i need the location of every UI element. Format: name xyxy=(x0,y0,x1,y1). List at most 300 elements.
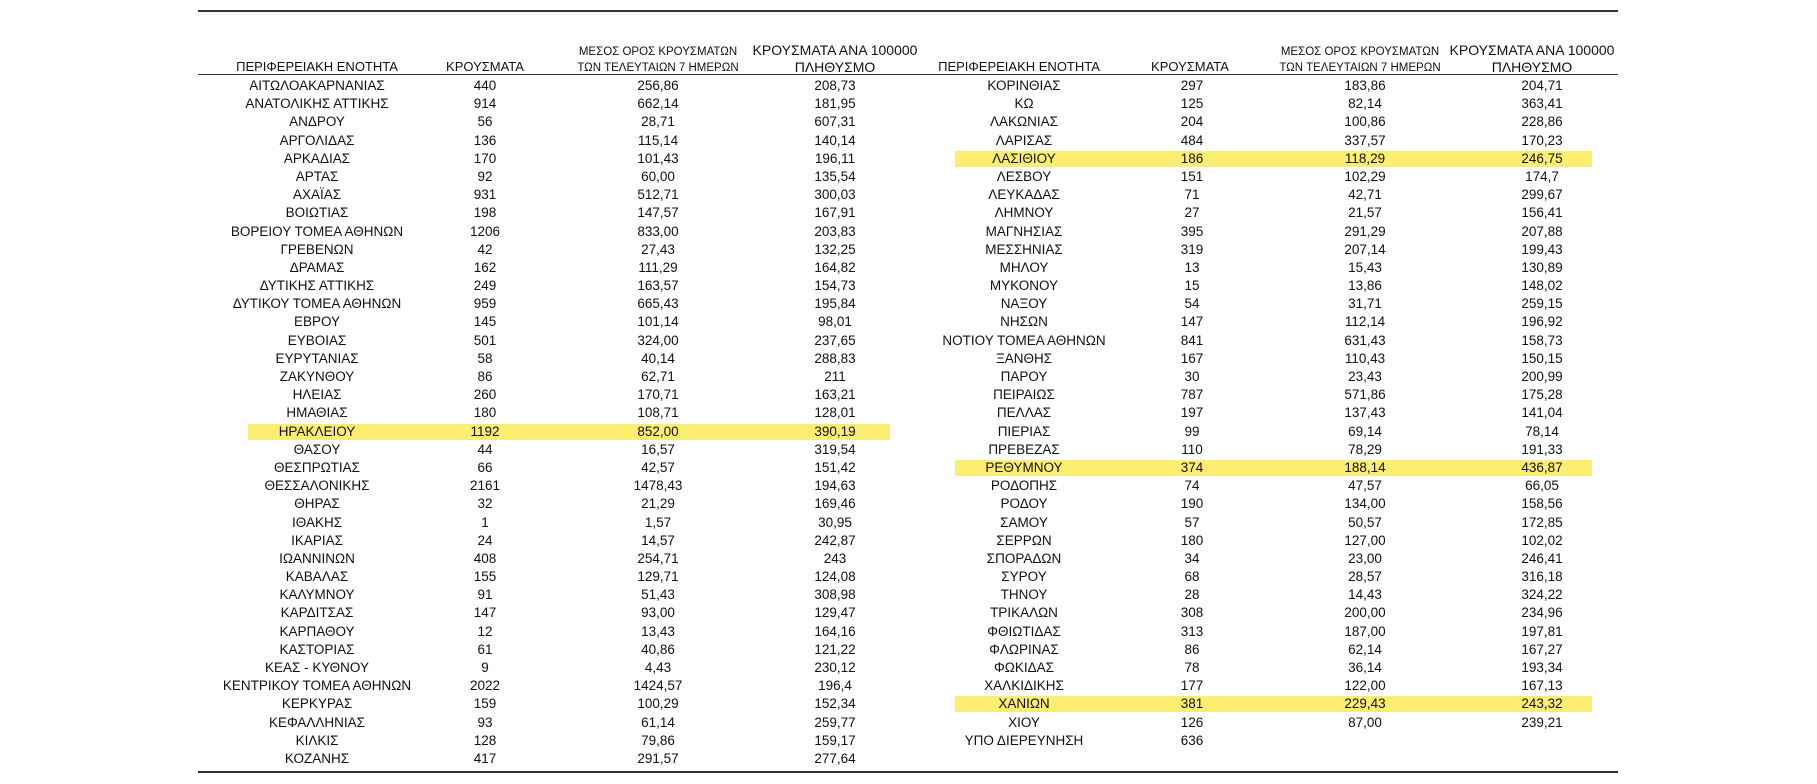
region-cell: ΔΡΑΜΑΣ xyxy=(289,259,345,275)
region-cell: ΚΕΡΚΥΡΑΣ xyxy=(281,696,353,712)
cases-cell: 99 xyxy=(1184,423,1200,439)
region-cell: ΝΑΞΟΥ xyxy=(1000,296,1048,312)
region-cell: ΛΕΣΒΟΥ xyxy=(996,168,1052,184)
cases-cell: 440 xyxy=(473,78,497,93)
per100k-cell: 246,41 xyxy=(1521,550,1563,566)
table-row xyxy=(198,223,898,241)
avg-cell: 21,57 xyxy=(1348,205,1382,221)
cases-cell: 167 xyxy=(1180,350,1204,366)
table-row xyxy=(905,659,1605,677)
cases-cell: 319 xyxy=(1180,241,1204,257)
avg-cell: 82,14 xyxy=(1348,96,1382,112)
per100k-cell: 98,01 xyxy=(818,314,852,330)
region-cell: ΜΕΣΣΗΝΙΑΣ xyxy=(985,241,1063,257)
cases-cell: 57 xyxy=(1184,514,1200,530)
per100k-cell: 211 xyxy=(824,369,846,384)
per100k-cell: 140,14 xyxy=(814,132,856,148)
region-cell: ΝΗΣΩΝ xyxy=(1000,314,1048,330)
region-cell: ΙΚΑΡΙΑΣ xyxy=(291,532,343,548)
table-row xyxy=(905,604,1605,622)
table-row xyxy=(198,150,898,168)
region-cell: ΕΥΡΥΤΑΝΙΑΣ xyxy=(275,350,359,366)
avg-cell: 23,43 xyxy=(1348,369,1382,384)
region-cell: ΚΑΡΠΑΘΟΥ xyxy=(279,623,355,639)
per100k-cell: 277,64 xyxy=(814,750,856,766)
per100k-cell: 230,12 xyxy=(814,660,856,675)
avg-cell: 137,43 xyxy=(1344,405,1386,421)
region-cell: ΚΑΣΤΟΡΙΑΣ xyxy=(279,641,355,657)
table-row xyxy=(198,404,898,422)
cases-cell: 959 xyxy=(473,296,497,312)
table-row xyxy=(198,623,898,641)
per100k-cell: 436,87 xyxy=(1521,459,1563,475)
region-cell: ΦΩΚΙΔΑΣ xyxy=(994,660,1054,675)
table-row xyxy=(905,677,1605,695)
table-row xyxy=(905,204,1605,222)
per100k-cell: 363,41 xyxy=(1521,96,1563,112)
cases-cell: 381 xyxy=(1180,696,1204,712)
per100k-cell: 234,96 xyxy=(1521,605,1563,621)
per100k-cell: 167,13 xyxy=(1521,678,1563,694)
region-cell: ΒΟΙΩΤΙΑΣ xyxy=(285,205,349,221)
avg-cell: 833,00 xyxy=(637,223,679,239)
avg-cell: 852,00 xyxy=(637,423,679,439)
avg-cell: 665,43 xyxy=(637,296,679,312)
per100k-cell: 197,81 xyxy=(1521,623,1563,639)
avg-cell: 254,71 xyxy=(637,550,679,566)
table-row xyxy=(198,350,898,368)
cases-cell: 313 xyxy=(1180,623,1204,639)
table-row xyxy=(905,368,1605,386)
table-row xyxy=(198,441,898,459)
region-cell: ΧΑΝΙΩΝ xyxy=(998,696,1050,712)
region-cell: ΥΠΟ ΔΙΕΡΕΥΝΗΣΗ xyxy=(964,732,1084,748)
per100k-cell: 78,14 xyxy=(1525,423,1559,439)
per100k-cell: 159,17 xyxy=(814,732,856,748)
cases-cell: 2022 xyxy=(469,678,501,694)
table-row xyxy=(198,204,898,222)
avg-cell: 42,71 xyxy=(1348,187,1382,203)
cases-cell: 417 xyxy=(473,750,497,766)
cases-cell: 74 xyxy=(1184,478,1200,494)
region-cell: ΡΟΔΟΥ xyxy=(1000,496,1048,512)
table-row xyxy=(905,95,1605,113)
table-row xyxy=(198,714,898,732)
avg-cell: 229,43 xyxy=(1344,696,1386,712)
per100k-cell: 150,15 xyxy=(1521,350,1563,366)
region-cell: ΔΥΤΙΚΟΥ ΤΟΜΕΑ ΑΘΗΝΩΝ xyxy=(232,296,402,312)
per100k-cell: 154,73 xyxy=(814,278,856,294)
avg-cell: 100,86 xyxy=(1344,114,1386,130)
per100k-cell: 158,73 xyxy=(1521,332,1563,348)
cases-cell: 297 xyxy=(1180,78,1204,93)
per100k-cell: 172,85 xyxy=(1521,514,1563,530)
cases-cell: 71 xyxy=(1184,187,1200,203)
region-cell: ΘΑΣΟΥ xyxy=(293,441,341,457)
table-row xyxy=(198,259,898,277)
avg-cell: 13,86 xyxy=(1348,278,1382,294)
region-cell: ΗΜΑΘΙΑΣ xyxy=(286,405,348,421)
per100k-cell: 259,77 xyxy=(814,714,856,730)
cases-cell: 30 xyxy=(1184,369,1200,384)
table-row xyxy=(198,95,898,113)
per100k-cell: 207,88 xyxy=(1521,223,1563,239)
left-per100k-header-line2: ΠΛΗΘΥΣΜΟ xyxy=(794,59,876,75)
table-row xyxy=(905,223,1605,241)
table-row xyxy=(198,677,898,695)
per100k-cell: 167,27 xyxy=(1521,641,1563,657)
cases-cell: 249 xyxy=(473,278,497,294)
table-row xyxy=(198,641,898,659)
cases-cell: 374 xyxy=(1180,459,1204,475)
avg-cell: 512,71 xyxy=(637,187,679,203)
avg-cell: 118,29 xyxy=(1344,150,1386,166)
region-cell: ΚΩ xyxy=(1014,96,1034,112)
avg-cell: 147,57 xyxy=(637,205,679,221)
table-row xyxy=(198,459,898,477)
per100k-cell: 135,54 xyxy=(814,168,856,184)
per100k-cell: 196,92 xyxy=(1521,314,1563,330)
table-row xyxy=(905,586,1605,604)
region-cell: ΦΘΙΩΤΙΔΑΣ xyxy=(987,623,1061,639)
per100k-cell: 194,63 xyxy=(814,478,856,494)
table-row xyxy=(198,586,898,604)
avg-cell: 62,71 xyxy=(641,369,675,384)
region-cell: ΣΑΜΟΥ xyxy=(1000,514,1048,530)
per100k-cell: 193,34 xyxy=(1521,660,1563,675)
avg-cell: 183,86 xyxy=(1344,78,1386,93)
avg-cell: 129,71 xyxy=(637,569,679,585)
per100k-cell: 259,15 xyxy=(1521,296,1563,312)
region-cell: ΕΒΡΟΥ xyxy=(293,314,341,330)
cases-cell: 190 xyxy=(1180,496,1204,512)
avg-cell: 78,29 xyxy=(1348,441,1382,457)
region-cell: ΚΕΑΣ - ΚΥΘΝΟΥ xyxy=(265,660,369,675)
cases-cell: 91 xyxy=(477,587,493,603)
cases-cell: 931 xyxy=(473,187,497,203)
region-cell: ΑΡΚΑΔΙΑΣ xyxy=(283,150,351,166)
table-row xyxy=(198,750,898,768)
table-row xyxy=(198,186,898,204)
top-rule xyxy=(198,10,1618,12)
region-cell: ΣΥΡΟΥ xyxy=(1001,569,1047,585)
per100k-cell: 316,18 xyxy=(1521,569,1563,585)
table-row xyxy=(905,568,1605,586)
region-cell: ΑΝΑΤΟΛΙΚΗΣ ΑΤΤΙΚΗΣ xyxy=(245,96,389,112)
avg-cell: 631,43 xyxy=(1344,332,1386,348)
table-row xyxy=(198,386,898,404)
per100k-cell: 203,83 xyxy=(814,223,856,239)
cases-cell: 308 xyxy=(1180,605,1204,621)
table-row xyxy=(905,150,1605,168)
avg-cell: 16,57 xyxy=(641,441,675,457)
table-row xyxy=(905,313,1605,331)
region-cell: ΚΑΛΥΜΝΟΥ xyxy=(279,587,355,603)
table-row xyxy=(198,168,898,186)
cases-cell: 110 xyxy=(1181,441,1203,457)
region-cell: ΓΡΕΒΕΝΩΝ xyxy=(280,241,354,257)
avg-cell: 187,00 xyxy=(1344,623,1386,639)
table-row xyxy=(905,259,1605,277)
region-cell: ΘΗΡΑΣ xyxy=(294,496,340,512)
region-cell: ΚΕΝΤΡΙΚΟΥ ΤΟΜΕΑ ΑΘΗΝΩΝ xyxy=(222,678,412,694)
cases-cell: 170 xyxy=(473,150,497,166)
region-cell: ΡΕΘΥΜΝΟΥ xyxy=(985,459,1063,475)
table-row xyxy=(198,695,898,713)
avg-cell: 1,57 xyxy=(644,514,672,530)
avg-cell: 188,14 xyxy=(1344,459,1386,475)
cases-cell: 198 xyxy=(473,205,497,221)
table-row xyxy=(905,695,1605,713)
cases-cell: 484 xyxy=(1180,132,1204,148)
left-table xyxy=(198,77,898,768)
per100k-cell: 132,25 xyxy=(814,241,856,257)
table-row xyxy=(905,441,1605,459)
region-cell: ΧΙΟΥ xyxy=(1008,714,1040,730)
cases-cell: 145 xyxy=(473,314,497,330)
avg-cell: 101,43 xyxy=(637,150,679,166)
table-row xyxy=(905,113,1605,131)
region-cell: ΠΡΕΒΕΖΑΣ xyxy=(988,441,1060,457)
cases-cell: 24 xyxy=(477,532,493,548)
table-row xyxy=(198,132,898,150)
avg-cell: 324,00 xyxy=(637,332,679,348)
cases-cell: 636 xyxy=(1180,732,1204,748)
per100k-cell: 181,95 xyxy=(814,96,856,112)
table-row xyxy=(198,732,898,750)
region-cell: ΛΑΣΙΘΙΟΥ xyxy=(992,150,1056,166)
region-cell: ΚΟΖΑΝΗΣ xyxy=(284,750,350,766)
header-rule xyxy=(198,74,1618,75)
right-per100k-header-line1: ΚΡΟΥΣΜΑΤΑ ΑΝΑ 100000 xyxy=(1449,42,1615,58)
avg-cell: 291,57 xyxy=(637,750,679,766)
per100k-cell: 175,28 xyxy=(1521,387,1563,403)
region-cell: ΡΟΔΟΠΗΣ xyxy=(990,478,1058,494)
table-row xyxy=(905,332,1605,350)
table-row xyxy=(198,313,898,331)
cases-cell: 86 xyxy=(1184,641,1200,657)
region-cell: ΦΛΩΡΙΝΑΣ xyxy=(989,641,1059,657)
table-row xyxy=(905,714,1605,732)
region-cell: ΠΑΡΟΥ xyxy=(1000,369,1048,384)
region-cell: ΛΑΚΩΝΙΑΣ xyxy=(990,114,1058,130)
per100k-cell: 319,54 xyxy=(814,441,856,457)
avg-cell: 111,29 xyxy=(638,259,678,275)
region-cell: ΑΡΤΑΣ xyxy=(295,168,339,184)
cases-cell: 408 xyxy=(473,550,497,566)
avg-cell: 108,71 xyxy=(637,405,679,421)
left-avg-header-line2: ΤΩΝ ΤΕΛΕΥΤΑΙΩΝ 7 ΗΜΕΡΩΝ xyxy=(577,62,739,74)
per100k-cell: 169,46 xyxy=(814,496,856,512)
cases-cell: 27 xyxy=(1184,205,1200,221)
region-cell: ΖΑΚΥΝΘΟΥ xyxy=(279,369,355,384)
region-cell: ΘΕΣΠΡΩΤΙΑΣ xyxy=(273,459,361,475)
avg-cell: 27,43 xyxy=(641,241,675,257)
region-cell: ΚΑΡΔΙΤΣΑΣ xyxy=(280,605,354,621)
cases-cell: 147 xyxy=(1180,314,1204,330)
per100k-cell: 170,23 xyxy=(1521,132,1563,148)
per100k-cell: 390,19 xyxy=(814,423,856,439)
avg-cell: 62,14 xyxy=(1348,641,1382,657)
per100k-cell: 195,84 xyxy=(814,296,856,312)
region-cell: ΚΙΛΚΙΣ xyxy=(295,732,339,748)
cases-cell: 1192 xyxy=(470,423,500,439)
per100k-cell: 151,42 xyxy=(814,459,856,475)
cases-cell: 12 xyxy=(477,623,493,639)
per100k-cell: 204,71 xyxy=(1521,78,1563,93)
cases-cell: 128 xyxy=(473,732,497,748)
region-cell: ΙΩΑΝΝΙΝΩΝ xyxy=(279,550,355,566)
region-cell: ΠΕΛΛΑΣ xyxy=(996,405,1052,421)
per100k-cell: 243 xyxy=(823,550,847,566)
avg-cell: 207,14 xyxy=(1344,241,1386,257)
per100k-cell: 128,01 xyxy=(814,405,856,421)
cases-cell: 93 xyxy=(477,714,493,730)
cases-cell: 54 xyxy=(1184,296,1200,312)
avg-cell: 4,43 xyxy=(644,660,672,675)
per100k-cell: 196,11 xyxy=(814,150,856,166)
table-row xyxy=(198,495,898,513)
table-row xyxy=(198,113,898,131)
cases-cell: 841 xyxy=(1180,332,1204,348)
per100k-cell: 308,98 xyxy=(814,587,856,603)
region-cell: ΛΑΡΙΣΑΣ xyxy=(995,132,1053,148)
table-row xyxy=(905,404,1605,422)
cases-cell: 34 xyxy=(1184,550,1200,566)
table-row xyxy=(905,477,1605,495)
avg-cell: 134,00 xyxy=(1344,496,1386,512)
region-cell: ΜΗΛΟΥ xyxy=(999,259,1049,275)
per100k-cell: 299,67 xyxy=(1521,187,1563,203)
avg-cell: 40,14 xyxy=(641,350,675,366)
avg-cell: 200,00 xyxy=(1344,605,1386,621)
cases-cell: 13 xyxy=(1184,259,1200,275)
region-cell: ΘΕΣΣΑΛΟΝΙΚΗΣ xyxy=(264,478,370,494)
right-per100k-header-line2: ΠΛΗΘΥΣΜΟ xyxy=(1491,59,1573,75)
table-row xyxy=(905,459,1605,477)
avg-cell: 337,57 xyxy=(1344,132,1386,148)
region-cell: ΕΥΒΟΙΑΣ xyxy=(287,332,347,348)
per100k-cell: 121,22 xyxy=(814,641,856,657)
per100k-cell: 239,21 xyxy=(1521,714,1563,730)
per100k-cell: 66,05 xyxy=(1525,478,1559,494)
avg-cell: 102,29 xyxy=(1344,168,1386,184)
avg-cell: 110,43 xyxy=(1344,350,1386,366)
avg-cell: 1424,57 xyxy=(633,678,683,694)
per100k-cell: 288,83 xyxy=(814,350,856,366)
cases-cell: 78 xyxy=(1184,660,1200,675)
avg-cell: 23,00 xyxy=(1348,550,1382,566)
per100k-cell: 167,91 xyxy=(814,205,856,221)
table-row xyxy=(905,132,1605,150)
per100k-cell: 174,7 xyxy=(1525,168,1559,184)
avg-cell: 51,43 xyxy=(641,587,675,603)
region-cell: ΚΕΦΑΛΛΗΝΙΑΣ xyxy=(268,714,366,730)
per100k-cell: 163,21 xyxy=(814,387,856,403)
table-row xyxy=(905,350,1605,368)
avg-cell: 79,86 xyxy=(641,732,675,748)
table-row xyxy=(905,623,1605,641)
avg-cell: 112,14 xyxy=(1344,314,1386,330)
region-cell: ΒΟΡΕΙΟΥ ΤΟΜΕΑ ΑΘΗΝΩΝ xyxy=(230,223,404,239)
cases-cell: 56 xyxy=(477,114,493,130)
right-cases-header: ΚΡΟΥΣΜΑΤΑ xyxy=(1151,59,1229,74)
avg-cell: 1478,43 xyxy=(633,478,683,494)
avg-cell: 163,57 xyxy=(637,278,679,294)
cases-cell: 155 xyxy=(473,569,497,585)
cases-cell: 28 xyxy=(1184,587,1200,603)
avg-cell: 101,14 xyxy=(637,314,679,330)
avg-cell: 93,00 xyxy=(641,605,675,621)
avg-cell: 40,86 xyxy=(641,641,675,657)
cases-cell: 125 xyxy=(1180,96,1204,112)
avg-cell: 21,29 xyxy=(641,496,675,512)
left-per100k-header-line1: ΚΡΟΥΣΜΑΤΑ ΑΝΑ 100000 xyxy=(752,42,918,58)
right-table xyxy=(905,77,1605,750)
right-avg-header-line2: ΤΩΝ ΤΕΛΕΥΤΑΙΩΝ 7 ΗΜΕΡΩΝ xyxy=(1279,62,1441,74)
region-cell: ΜΑΓΝΗΣΙΑΣ xyxy=(985,223,1063,239)
per100k-cell: 208,73 xyxy=(814,78,856,93)
cases-cell: 86 xyxy=(477,369,493,384)
region-cell: ΚΟΡΙΝΘΙΑΣ xyxy=(987,78,1061,93)
cases-cell: 787 xyxy=(1180,387,1204,403)
region-cell: ΑΡΓΟΛΙΔΑΣ xyxy=(279,132,355,148)
region-cell: ΤΡΙΚΑΛΩΝ xyxy=(990,605,1058,621)
per100k-cell: 129,47 xyxy=(814,605,856,621)
cases-cell: 260 xyxy=(473,387,497,403)
region-cell: ΞΑΝΘΗΣ xyxy=(995,350,1053,366)
per100k-cell: 164,16 xyxy=(814,623,856,639)
region-cell: ΣΕΡΡΩΝ xyxy=(996,532,1052,548)
region-cell: ΤΗΝΟΥ xyxy=(1000,587,1048,603)
region-cell: ΚΑΒΑΛΑΣ xyxy=(285,569,349,585)
table-row xyxy=(905,186,1605,204)
per100k-cell: 141,04 xyxy=(1521,405,1563,421)
avg-cell: 170,71 xyxy=(637,387,679,403)
table-row xyxy=(905,423,1605,441)
table-row xyxy=(198,568,898,586)
cases-cell: 180 xyxy=(1180,532,1204,548)
per100k-cell: 124,08 xyxy=(814,569,856,585)
cases-cell: 32 xyxy=(477,496,493,512)
table-row xyxy=(905,550,1605,568)
per100k-cell: 102,02 xyxy=(1521,532,1563,548)
table-row xyxy=(198,659,898,677)
cases-cell: 68 xyxy=(1184,569,1200,585)
region-cell: ΗΡΑΚΛΕΙΟΥ xyxy=(278,423,356,439)
cases-cell: 177 xyxy=(1180,678,1204,694)
cases-cell: 44 xyxy=(477,441,493,457)
table-row xyxy=(198,295,898,313)
avg-cell: 47,57 xyxy=(1348,478,1382,494)
table-row xyxy=(905,514,1605,532)
avg-cell: 15,43 xyxy=(1348,259,1382,275)
cases-cell: 92 xyxy=(477,168,493,184)
cases-cell: 151 xyxy=(1180,168,1204,184)
table-row xyxy=(905,168,1605,186)
left-cases-header: ΚΡΟΥΣΜΑΤΑ xyxy=(446,59,524,74)
per100k-cell: 130,89 xyxy=(1521,259,1563,275)
table-row xyxy=(905,732,1605,750)
avg-cell: 115,14 xyxy=(637,132,679,148)
per100k-cell: 196,4 xyxy=(818,678,852,694)
avg-cell: 50,57 xyxy=(1348,514,1382,530)
per100k-cell: 228,86 xyxy=(1521,114,1563,130)
table-row xyxy=(905,532,1605,550)
per100k-cell: 199,43 xyxy=(1521,241,1563,257)
region-cell: ΧΑΛΚΙΔΙΚΗΣ xyxy=(984,678,1064,694)
cases-cell: 61 xyxy=(477,641,493,657)
